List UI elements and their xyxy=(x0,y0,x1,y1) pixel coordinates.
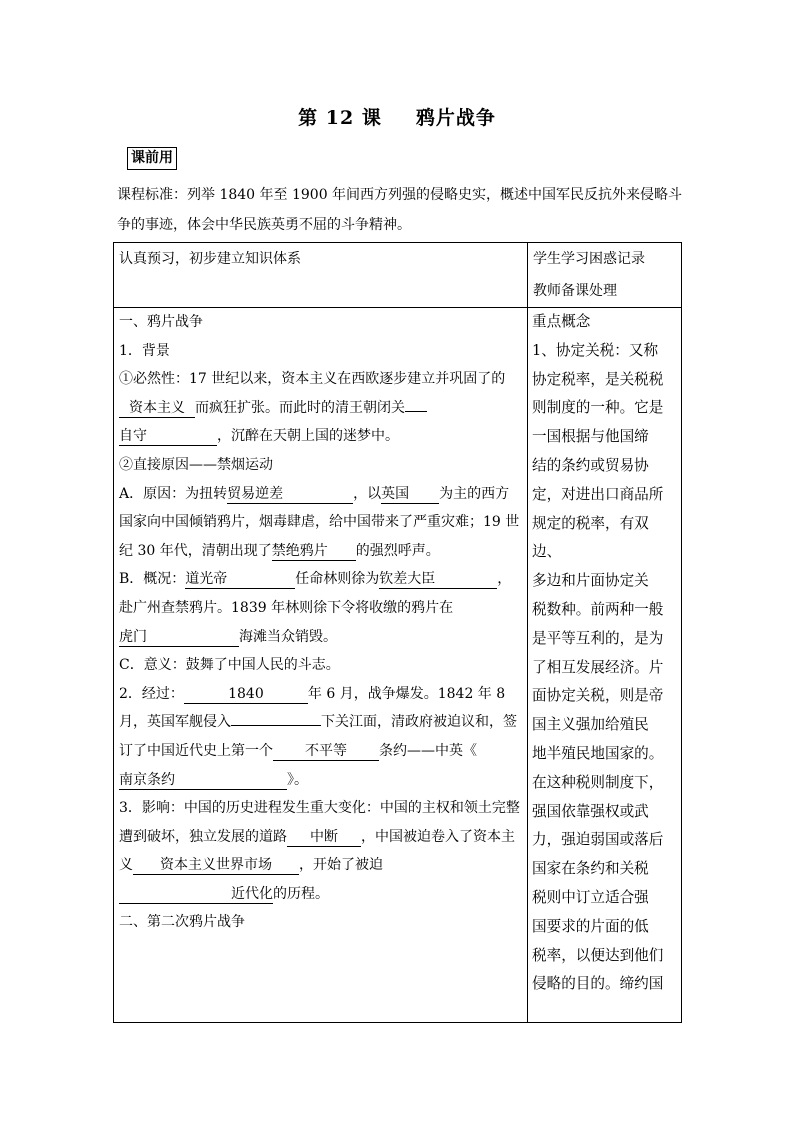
concept-line: 多边和片面协定关 xyxy=(532,572,649,590)
lesson-title xyxy=(0,103,794,130)
fill-blank: 1840 xyxy=(184,686,308,704)
fill-blank: 虎门 xyxy=(119,629,239,647)
fill-blank: 资本主义 xyxy=(119,400,195,418)
fill-blank: 不平等 xyxy=(273,743,379,761)
fill-blank: 道光帝 xyxy=(185,571,295,589)
body-cell-left xyxy=(114,308,528,1023)
concept-line: 一国根据与他国缔 xyxy=(532,428,649,446)
body-cell-right xyxy=(528,308,682,1023)
paragraph-direct-cause: ②直接原因——禁烟运动 xyxy=(119,456,273,473)
paragraph-necessity: ①必然性：17 世纪以来，资本主义在西欧逐步建立并巩固了的资本主义 而疯狂扩张。而此时的清王朝闭关自守 ，沉醉在天朝上国的迷梦中。 xyxy=(119,371,506,445)
header-cell-right xyxy=(528,243,682,308)
concept-line: 侵略的目的。缔约国 xyxy=(532,975,664,993)
fill-blank xyxy=(405,411,427,412)
concept-line: 是平等互利的，是为 xyxy=(532,629,664,647)
concept-line: 强国依靠强权或武 xyxy=(532,802,649,820)
header-cell-left xyxy=(114,243,528,308)
concept-line: 税则中订立适合强 xyxy=(532,888,649,906)
paragraph-process: 2．经过： 1840 年 6 月，战争爆发。1842 年 8 月，英国军舰侵入 下关江面，清政府被迫议和，签订了中国近代史上第一个 不平等 条约——中英《南京条约 》。 xyxy=(119,685,517,788)
lesson-name: 鸦片战争 xyxy=(415,107,496,129)
header-right-line-2: 教师备课处理 xyxy=(533,283,617,299)
concept-line: 税率，以便达到他们 xyxy=(532,946,664,964)
concept-line: 在这种税则制度下， xyxy=(532,773,664,791)
header-right-line-1: 学生学习困惑记录 xyxy=(533,251,645,267)
table-header-row xyxy=(114,243,682,308)
paragraph-overview: B．概况：道光帝 任命林则徐为钦差大臣 ，赴广州查禁鸦片。1839 年林则徐下令将收缴的鸦片在虎门 海滩当众销毁。 xyxy=(119,571,512,645)
concept-line: 规定的税率，有双边、 xyxy=(532,514,649,561)
concept-line: 国主义强加给殖民 xyxy=(532,716,649,734)
paragraph-significance: C．意义：鼓舞了中国人民的斗志。 xyxy=(119,657,340,674)
concept-line: 地半殖民地国家的。 xyxy=(532,744,664,762)
fill-blank: 英国 xyxy=(381,486,439,504)
fill-blank: 禁绝鸦片 xyxy=(272,543,356,561)
table-body-row xyxy=(114,308,682,1023)
fill-blank: 资本主义世界市场 xyxy=(133,857,299,875)
concept-line: 1、协定关税：又称 xyxy=(532,341,659,359)
section-heading-1: 一、鸦片战争 xyxy=(119,314,203,330)
header-left-text: 认真预习，初步建立知识体系 xyxy=(119,251,301,267)
concept-line: 国家在条约和关税 xyxy=(532,860,649,878)
concept-line: 税数种。前两种一般 xyxy=(532,600,664,618)
concept-line: 了相互发展经济。片 xyxy=(532,658,664,676)
curriculum-standard: 课程标准：列举 1840 年至 1900 年间西方列强的侵略史实，概述中国军民反抗外来侵略斗争的事迹，体会中华民族英勇不屈的斗争精神。 xyxy=(117,187,683,233)
concept-line: 则制度的一种。它是 xyxy=(532,399,664,417)
section-label: 课前用 xyxy=(127,147,177,170)
concept-line: 力，强迫弱国或落后 xyxy=(532,831,664,849)
concept-heading: 重点概念 xyxy=(532,313,591,330)
fill-blank: 中断 xyxy=(287,829,361,847)
section-heading-2: 二、第二次鸦片战争 xyxy=(119,914,245,931)
concept-line: 面协定关税，则是帝 xyxy=(532,687,664,705)
concept-line: 国要求的片面的低 xyxy=(532,917,649,935)
study-table xyxy=(113,242,682,1023)
paragraph-cause: A．原因：为扭转贸易逆差 ，以英国 为主的西方国家向中国倾销鸦片，烟毒肆虐，给中国带来了严重灾难；19 世纪 30 年代，清朝出现了禁绝鸦片 的强烈呼声。 xyxy=(119,485,520,559)
fill-blank xyxy=(231,725,321,726)
lesson-number: 第 12 课 xyxy=(298,107,382,129)
concept-line: 协定税率，是关税税 xyxy=(532,370,664,388)
fill-blank: 自守 xyxy=(119,428,217,446)
fill-blank: 近代化 xyxy=(119,886,273,904)
subheading-background: 1．背景 xyxy=(119,342,170,359)
concept-line: 定，对进出口商品所 xyxy=(532,485,664,503)
concept-line: 结的条约或贸易协 xyxy=(532,456,649,474)
paragraph-impact: 3．影响：中国的历史进程发生重大变化：中国的主权和领土完整遭到破坏，独立发展的道路 中断 ，中国被迫卷入了资本主义 资本主义世界市场 ，开始了被迫近代化的历程。 xyxy=(119,800,520,902)
fill-blank: 钦差大臣 xyxy=(379,571,497,589)
fill-blank: 南京条约 xyxy=(119,772,287,790)
fill-blank: 贸易逆差 xyxy=(227,486,353,504)
